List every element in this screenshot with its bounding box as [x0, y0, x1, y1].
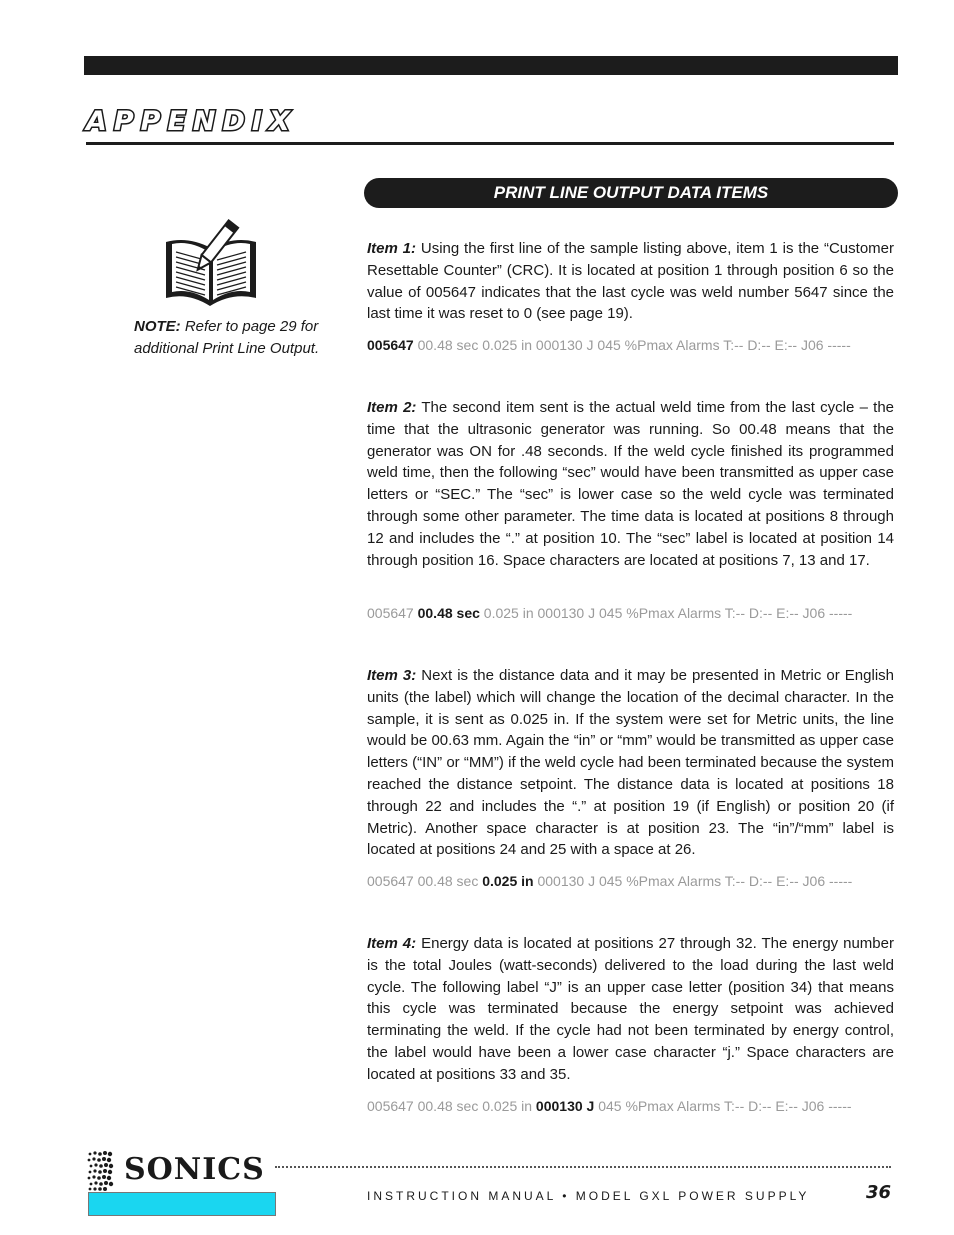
section-title: PRINT LINE OUTPUT DATA ITEMS [364, 178, 898, 208]
sidebar-note [134, 316, 324, 359]
note-label: NOTE: [134, 318, 181, 335]
item-1-label: Item 1: [367, 240, 417, 257]
sample-highlight: 00.48 sec [417, 605, 480, 621]
item-3-paragraph [367, 665, 894, 861]
sample-after: 045 %Pmax Alarms T:-- D:-- E:-- J06 ----- [594, 1098, 852, 1114]
footer-manual-title: INSTRUCTION MANUAL • MODEL GXL POWER SUPPLY [367, 1189, 810, 1203]
title-rule [86, 142, 894, 145]
item-1-paragraph [367, 238, 894, 325]
page-title: APPENDIX [86, 106, 297, 137]
sample-after: 0.025 in 000130 J 045 %Pmax Alarms T:-- D:-- E:-- J06 ----- [479, 605, 853, 621]
sample-after: 000130 J 045 %Pmax Alarms T:-- D:-- E:-- J06 ----- [533, 873, 853, 889]
footer-dotted-rule [275, 1166, 891, 1168]
item-2-paragraph [367, 397, 894, 571]
sample-highlight: 0.025 in [482, 873, 534, 889]
footer-accent-bar [88, 1192, 276, 1216]
sample-after: 00.48 sec 0.025 in 000130 J 045 %Pmax Alarms T:-- D:-- E:-- J06 ----- [413, 337, 851, 353]
page-number: 36 [866, 1182, 892, 1203]
sample-highlight: 005647 [367, 337, 414, 353]
sample-before: 005647 00.48 sec [367, 873, 483, 889]
item-2-sample-line [367, 603, 907, 623]
sample-before: 005647 [367, 605, 418, 621]
item-4-paragraph [367, 933, 894, 1086]
header-bar [84, 56, 898, 75]
item-1-text: Using the first line of the sample listing above, item 1 is the “Customer Resettable Counter” (CRC). It is located at position 1 through position 6 so the value of 005647 indicates that the last cycle was weld number 5647 since the last time it was reset to 0 (see page 19). [367, 240, 894, 323]
item-3-text: Next is the distance data and it may be presented in Metric or English units (the label) which will change the location of the decimal character. In the sample, it is sent as 0.025 in. If the system were set for Metric units, the line would be 00.63 mm. Again the “in” or “mm” would be transmitted as upper case letters (“IN” or “MM”) if the weld cycle had been terminated because the system reached the distance setpoint. The distance data is located at positions 18 through 22 and includes the “.” at position 19 (if English) or position 20 (if Metric). Another space character is at position 23. The “in”/“mm” label is located at positions 24 and 25 with a space at 26. [367, 667, 894, 859]
sample-before: 005647 00.48 sec 0.025 in [367, 1098, 536, 1114]
item-4-text: Energy data is located at positions 27 through 32. The energy number is the total Joules (watt-seconds) delivered to the load during the last weld cycle. The following label “J” is an upper case letter (position 34) that means this cycle was terminated because the energy setpoint was achieved terminating the weld. If the cycle had not been terminated by energy control, the label would have been a lower case character “j.” Space characters are located at positions 33 and 35. [367, 935, 894, 1083]
item-3-sample-line [367, 871, 907, 891]
note-text: Refer to page 29 for additional Print Line Output. [134, 318, 320, 357]
item-4-label: Item 4: [367, 935, 417, 952]
item-4-sample-line [367, 1096, 907, 1116]
open-book-pencil-icon [162, 214, 260, 310]
item-2-label: Item 2: [367, 399, 417, 416]
sample-highlight: 000130 J [535, 1098, 595, 1114]
item-1-sample-line [367, 335, 907, 355]
brand-logo: SONICS [124, 1152, 265, 1187]
item-3-label: Item 3: [367, 667, 417, 684]
item-2-text: The second item sent is the actual weld time from the last cycle – the time that the ultrasonic generator was running. So 00.48 means that the generator was ON for .48 seconds. If the weld cycle finished its programmed weld time, then the following “sec” would have been transmitted as upper case letters or “SEC.” The “sec” is lower case so the weld cycle was terminated through some other parameter. The time data is located at positions 8 through 12 and includes the “.” at position 10. The “sec” label is located at position 14 through position 16. Space characters are located at positions 7, 13 and 17. [367, 399, 894, 569]
sonics-dot-wave-logo-icon [86, 1150, 116, 1192]
